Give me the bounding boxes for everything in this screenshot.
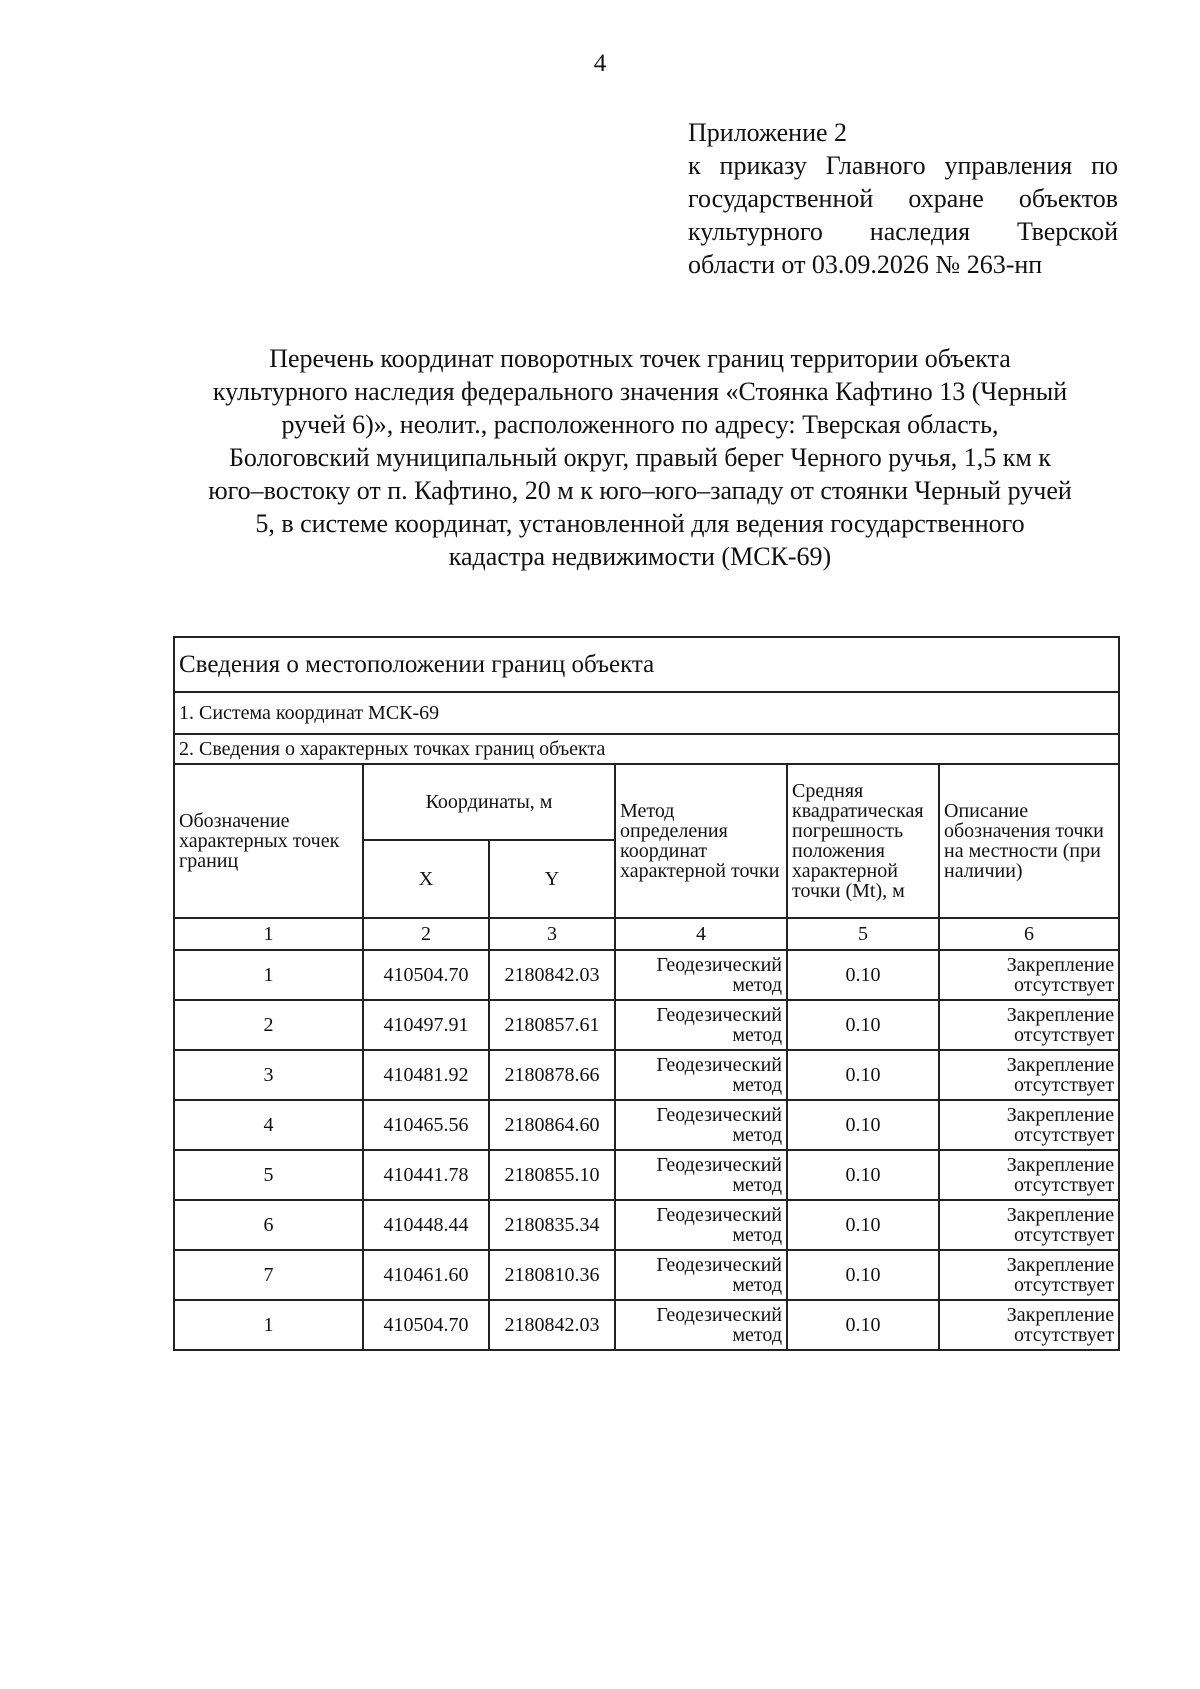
table-row: [174, 1100, 1119, 1150]
heading-line: 5, в системе координат, установленной для ведения государственного: [255, 509, 1025, 538]
cell-y: 2180810.36: [489, 1250, 615, 1300]
boundary-points-table: [173, 636, 1120, 1351]
cell-description: Закрепление отсутствует: [939, 1250, 1119, 1300]
cell-description: Закрепление отсутствует: [939, 1100, 1119, 1150]
appendix-line: культурного наследия Тверской: [688, 217, 1118, 246]
cell-method: Геодезический метод: [615, 1100, 787, 1150]
table-row: [174, 1050, 1119, 1100]
column-number: 2: [363, 918, 489, 950]
cell-y: 2180864.60: [489, 1100, 615, 1150]
header-description: Описание обозначения точки на местности (при наличии): [939, 764, 1119, 918]
cell-description: Закрепление отсутствует: [939, 1300, 1119, 1350]
cell-point: 5: [174, 1150, 363, 1200]
header-point: Обозначение характерных точек границ: [174, 764, 363, 918]
cell-description: Закрепление отсутствует: [939, 1150, 1119, 1200]
cell-point: 3: [174, 1050, 363, 1100]
cell-point: 6: [174, 1200, 363, 1250]
cell-description: Закрепление отсутствует: [939, 950, 1119, 1000]
cell-y: 2180857.61: [489, 1000, 615, 1050]
cell-point: 1: [174, 950, 363, 1000]
cell-error: 0.10: [787, 950, 939, 1000]
table-row: [174, 1300, 1119, 1350]
cell-y: 2180855.10: [489, 1150, 615, 1200]
table-row: [174, 1250, 1119, 1300]
column-number: 4: [615, 918, 787, 950]
heading-line: ручей 6)», неолит., расположенного по адресу: Тверская область,: [281, 410, 999, 439]
header-method: Метод определения координат характерной точки: [615, 764, 787, 918]
appendix-line: области от 03.09.2026 № 263-нп: [688, 250, 1043, 279]
cell-error: 0.10: [787, 1150, 939, 1200]
cell-method: Геодезический метод: [615, 1050, 787, 1100]
header-error: Средняя квадратическая погрешность положения характерной точки (Mt), м: [787, 764, 939, 918]
cell-point: 7: [174, 1250, 363, 1300]
cell-method: Геодезический метод: [615, 950, 787, 1000]
cell-point: 1: [174, 1300, 363, 1350]
appendix-line: Приложение 2: [688, 118, 848, 147]
header-coordinates: Координаты, м: [363, 764, 615, 840]
cell-description: Закрепление отсутствует: [939, 1200, 1119, 1250]
cell-error: 0.10: [787, 1000, 939, 1050]
cell-point: 2: [174, 1000, 363, 1050]
cell-x: 410461.60: [363, 1250, 489, 1300]
heading-line: Бологовский муниципальный округ, правый берег Черного ручья, 1,5 км к: [228, 443, 1052, 472]
table-caption: Сведения о местоположении границ объекта: [174, 637, 1119, 692]
cell-x: 410481.92: [363, 1050, 489, 1100]
appendix-block: [688, 116, 1118, 281]
heading-line: кадастра недвижимости (МСК-69): [448, 542, 832, 571]
cell-y: 2180835.34: [489, 1200, 615, 1250]
cell-error: 0.10: [787, 1050, 939, 1100]
table-row: [174, 950, 1119, 1000]
column-number: 3: [489, 918, 615, 950]
cell-point: 4: [174, 1100, 363, 1150]
cell-error: 0.10: [787, 1300, 939, 1350]
column-number: 1: [174, 918, 363, 950]
cell-method: Геодезический метод: [615, 1250, 787, 1300]
table-row: [174, 1000, 1119, 1050]
coordinate-system-row: 1. Система координат МСК-69: [174, 692, 1119, 734]
cell-x: 410504.70: [363, 950, 489, 1000]
cell-method: Геодезический метод: [615, 1000, 787, 1050]
column-number: 5: [787, 918, 939, 950]
cell-error: 0.10: [787, 1200, 939, 1250]
header-x: X: [363, 840, 489, 918]
heading-line: юго–востоку от п. Кафтино, 20 м к юго–юго–западу от стоянки Черный ручей: [208, 476, 1072, 505]
cell-error: 0.10: [787, 1100, 939, 1150]
cell-method: Геодезический метод: [615, 1200, 787, 1250]
header-y: Y: [489, 840, 615, 918]
appendix-line: государственной охране объектов: [688, 184, 1118, 213]
cell-y: 2180842.03: [489, 950, 615, 1000]
cell-error: 0.10: [787, 1250, 939, 1300]
points-section-row: 2. Сведения о характерных точках границ объекта: [174, 734, 1119, 764]
column-number: 6: [939, 918, 1119, 950]
cell-description: Закрепление отсутствует: [939, 1050, 1119, 1100]
cell-x: 410504.70: [363, 1300, 489, 1350]
cell-x: 410497.91: [363, 1000, 489, 1050]
cell-description: Закрепление отсутствует: [939, 1000, 1119, 1050]
table-row: [174, 1150, 1119, 1200]
cell-y: 2180842.03: [489, 1300, 615, 1350]
heading-line: Перечень координат поворотных точек границ территории объекта: [269, 344, 1011, 373]
cell-y: 2180878.66: [489, 1050, 615, 1100]
table-row: [174, 1200, 1119, 1250]
cell-method: Геодезический метод: [615, 1300, 787, 1350]
cell-x: 410448.44: [363, 1200, 489, 1250]
appendix-line: к приказу Главного управления по: [688, 151, 1118, 180]
cell-x: 410441.78: [363, 1150, 489, 1200]
document-heading: [160, 342, 1120, 573]
page-number: 4: [593, 50, 607, 77]
heading-line: культурного наследия федерального значения «Стоянка Кафтино 13 (Черный: [212, 377, 1068, 406]
column-numbers-row: [174, 918, 1119, 950]
cell-method: Геодезический метод: [615, 1150, 787, 1200]
cell-x: 410465.56: [363, 1100, 489, 1150]
